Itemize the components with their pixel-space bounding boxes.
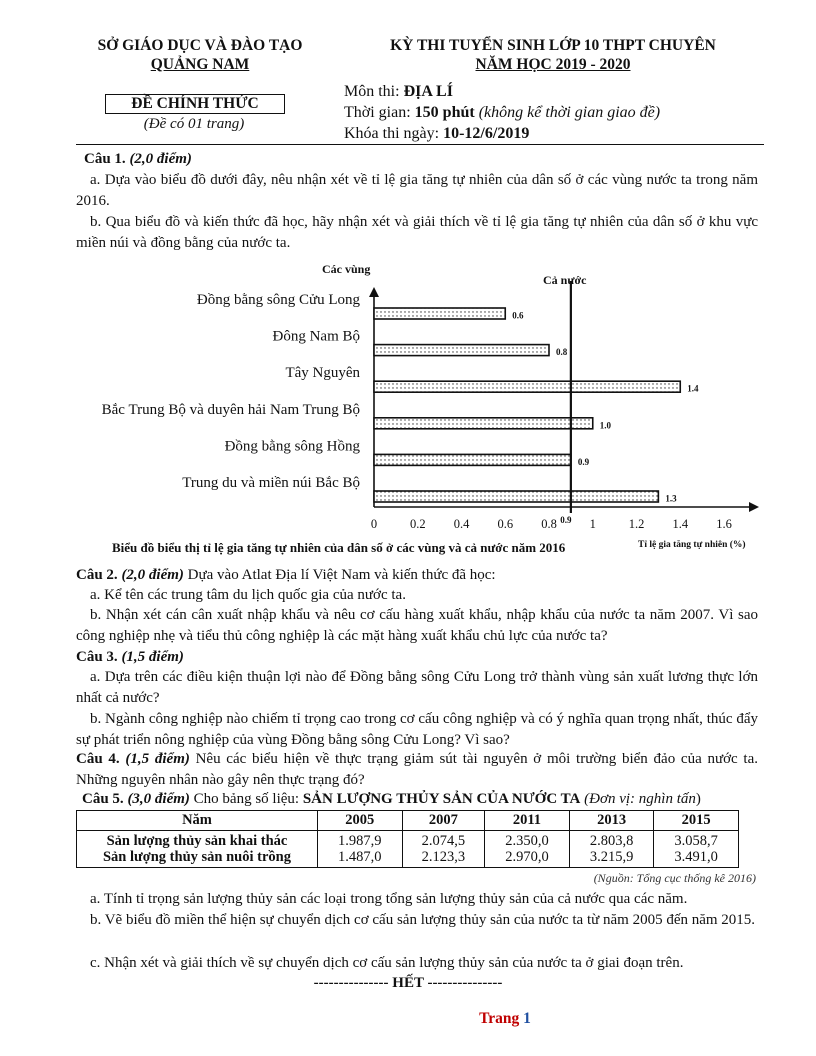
q5-part-c: c. Nhận xét và giải thích về sự chuyển dịch cơ cấu sản lượng thủy sản của nước ta ở giai đoạn trên. (90, 955, 684, 971)
x-tick-label: 0.2 (409, 517, 426, 531)
table-header-cell: 2013 (569, 811, 654, 831)
category-label: Đồng bằng sông Cửu Long (196, 292, 360, 308)
header-divider (76, 144, 764, 145)
q5-intro: Câu 5. (3,0 điểm) Cho bảng số liệu: SẢN LƯỢNG THỦY SẢN CỦA NƯỚC TA (Đơn vị: nghìn tấn) (82, 791, 701, 807)
national-average-value-label: 0.9 (560, 515, 572, 525)
bar (374, 381, 680, 392)
date-line: Khóa thi ngày: 10-12/6/2019 (344, 125, 530, 142)
category-label: Trung du và miền núi Bắc Bộ (182, 475, 360, 491)
category-label: Đông Nam Bộ (272, 328, 360, 345)
q2-part-b: b. Nhận xét cán cân xuất nhập khẩu và nêu cơ cấu hàng xuất khẩu, nhập khẩu của nước ta năm 2007. Vì sao công nghiệp nhẹ và tiểu thủ công nghiệp là các mặt hàng xuất khẩu chủ lực của nước ta? (76, 607, 758, 644)
table-header-cell: Năm (77, 811, 318, 831)
x-tick-label: 1 (589, 517, 596, 531)
exam-line-2: NĂM HỌC 2019 - 2020 (475, 56, 631, 73)
chart-reference-label: Cả nước (543, 273, 587, 287)
page-number-value: 1 (523, 1010, 531, 1027)
exam-header (348, 36, 758, 74)
q3-part-a: a. Dựa trên các điều kiện thuận lợi nào để Đồng bằng sông Cửu Long trở thành vùng sản xuất lương thực lớn nhất cả nước? (76, 669, 758, 706)
table-header-cell: 2005 (317, 811, 402, 831)
table-cell: 2.074,5 2.123,3 (402, 831, 485, 868)
table-header-row (77, 811, 739, 831)
subject-line: Môn thi: ĐỊA LÍ (344, 83, 453, 100)
x-tick-label: 0 (370, 517, 378, 531)
table-row (77, 831, 739, 868)
table-row-label: Sản lượng thủy sản khai thác Sản lượng thủy sản nuôi trồng (77, 831, 318, 868)
q1-part-b: b. Qua biểu đồ và kiến thức đã học, hãy nhận xét và giải thích về tỉ lệ gia tăng tự nhiên của dân số ở khu vực miền núi và đồng bằng của nước ta. (76, 214, 758, 251)
q1-heading: Câu 1. (2,0 điểm) (84, 151, 192, 167)
x-tick-label: 0.6 (497, 517, 514, 531)
table-cell: 1.987,9 1.487,0 (317, 831, 402, 868)
table-cell: 2.350,0 2.970,0 (485, 831, 570, 868)
exam-info (344, 81, 660, 144)
table-header-cell: 2015 (654, 811, 739, 831)
category-label: Đồng bằng sông Hồng (224, 438, 360, 455)
table-cell: 3.058,7 3.491,0 (654, 831, 739, 868)
chart-x-axis-title: Tỉ lệ gia tăng tự nhiên (%) (638, 540, 746, 550)
chart-caption: Biểu đồ biểu thị tỉ lệ gia tăng tự nhiên của dân số ở các vùng và cả nước năm 2016 (112, 540, 566, 555)
q5-part-b: b. Vẽ biểu đồ miền thể hiện sự chuyển dịch cơ cấu sản lượng thủy sản của nước ta từ năm 2005 đến năm 2015. (90, 912, 756, 928)
category-label: Tây Nguyên (285, 365, 360, 382)
y-axis-arrow-icon (369, 287, 379, 297)
page-number (0, 1010, 816, 1028)
bar-value-label: 0.6 (512, 310, 524, 321)
exam-line-1: KỲ THI TUYỂN SINH LỚP 10 THPT CHUYÊN (390, 37, 716, 54)
department-header (70, 36, 330, 74)
q3-heading: Câu 3. (1,5 điểm) (76, 649, 184, 665)
chart-y-axis-title: Các vùng (322, 262, 371, 276)
q2-part-a: a. Kể tên các trung tâm du lịch quốc gia của nước ta. (90, 587, 406, 603)
end-mark: --------------- HẾT --------------- (313, 975, 503, 991)
category-label: Bắc Trung Bộ và duyên hải Nam Trung Bộ (101, 401, 360, 418)
x-tick-label: 1.4 (672, 517, 689, 531)
department-line-2: QUẢNG NAM (150, 56, 250, 73)
table-header-cell: 2007 (402, 811, 485, 831)
department-line-1: SỞ GIÁO DỤC VÀ ĐÀO TẠO (97, 37, 303, 54)
q4-text: Câu 4. (1,5 điểm) Nêu các biểu hiện về thực trạng giảm sút tài nguyên ở môi trường biển đảo của nước ta. Những nguyên nhân nào gây nên thực trạng đó? (76, 751, 758, 788)
bar-value-label: 0.8 (556, 347, 568, 358)
table-header-cell: 2011 (485, 811, 570, 831)
bar (374, 345, 549, 356)
bar-value-label: 0.9 (577, 456, 590, 467)
population-growth-chart (0, 255, 816, 560)
time-line: Thời gian: 150 phút (không kể thời gian giao đề) (344, 104, 661, 121)
q2-intro: Câu 2. (2,0 điểm) Dựa vào Atlat Địa lí Việt Nam và kiến thức đã học: (76, 567, 496, 583)
page-label: Trang (479, 1010, 524, 1027)
q3-part-b: b. Ngành công nghiệp nào chiếm tỉ trọng cao trong cơ cấu công nghiệp và có ý nghĩa quan trọng nhất, thúc đẩy sự phát triển nông nghiệp của vùng Đồng bằng sông Cửu Long? Vì sao? (76, 711, 758, 748)
bar-value-label: 1.3 (665, 493, 677, 504)
pages-note: (Đề có 01 trang) (143, 116, 245, 132)
x-axis-arrow-icon (749, 502, 759, 512)
bar-value-label: 1.0 (599, 420, 611, 431)
x-tick-label: 1.2 (628, 517, 645, 531)
bar (374, 491, 658, 502)
q1-part-a: a. Dựa vào biểu đồ dưới đây, nêu nhận xét về tỉ lệ gia tăng tự nhiên của dân số ở các vùng nước ta trong năm 2016. (76, 172, 758, 209)
x-tick-label: 0.4 (453, 517, 470, 531)
bar (374, 418, 593, 429)
table-source: (Nguồn: Tổng cục thống kê 2016) (593, 871, 756, 885)
table-cell: 2.803,8 3.215,9 (569, 831, 654, 868)
official-label: ĐỀ CHÍNH THỨC (105, 94, 285, 114)
bar (374, 454, 571, 465)
q5-part-a: a. Tính tỉ trọng sản lượng thủy sản các loại trong tổng sản lượng thủy sản của cả nước qua các năm. (90, 891, 688, 907)
bar-value-label: 1.4 (687, 383, 699, 394)
x-tick-label: 1.6 (716, 517, 732, 531)
bar (374, 308, 505, 319)
x-tick-label: 0.8 (541, 517, 557, 531)
fishery-table (76, 810, 739, 868)
